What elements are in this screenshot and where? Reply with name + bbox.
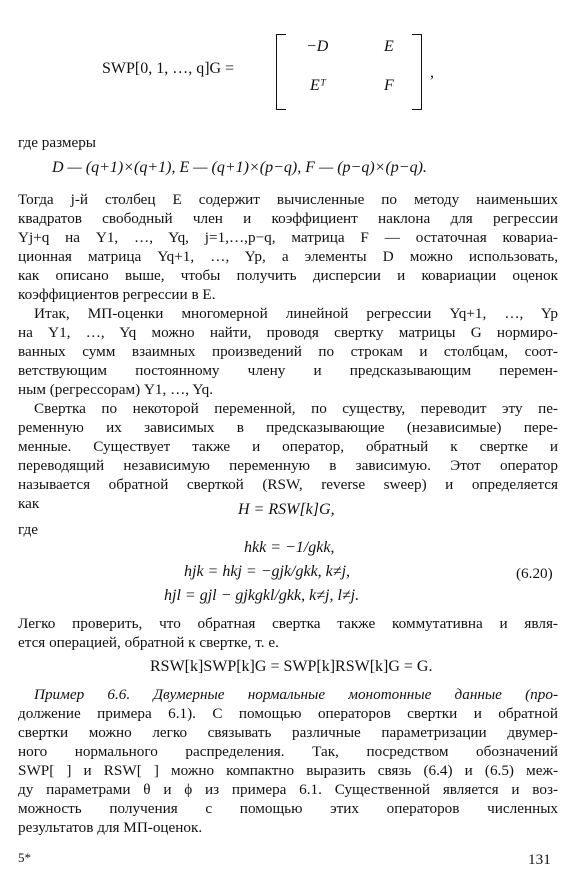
text-line: свертки можно легко связывать различные параметризации двумер-: [18, 724, 558, 741]
matrix-right-bracket: [412, 34, 422, 110]
text-line: результатов для МП-оценок.: [18, 819, 203, 836]
formula-hjk: hjk = hkj = −gjk/gkk, k≠j,: [184, 563, 351, 580]
text-line: ного нормального распределения. Так, посредством обозначений: [18, 743, 558, 760]
matrix-left-bracket: [276, 34, 286, 110]
equation-number: (6.20): [516, 565, 553, 582]
text-line: менные. Существует также и оператор, обратный к свертке и: [18, 438, 558, 455]
matrix-cell-a21: Eᵀ: [310, 77, 326, 94]
text-line: ется операцией, обратной к свертке, т. е.: [18, 634, 279, 651]
text-line: как: [18, 495, 40, 512]
formula-hjl: hjl = gjl − gjkgkl/gkk, k≠j, l≠j.: [164, 587, 360, 604]
text-line: ременную их зависимых в предсказывающие (независимые) пере-: [18, 419, 558, 436]
text-line: где размеры: [18, 134, 97, 151]
text-line: квадратов свободный член и коэффициент наклона для регрессии: [18, 210, 558, 227]
text-line: должение примера 6.1). С помощью операторов свертки и обратной: [18, 705, 558, 722]
text-line: Легко проверить, что обратная свертка также коммутативна и явля-: [18, 615, 558, 632]
text-line: ным (регрессорам) Y1, …, Yq.: [18, 381, 213, 398]
text-line: SWP[ ] и RSW[ ] можно компактно выразить связь (6.4) и (6.5) меж-: [18, 762, 558, 779]
text-line: как описано выше, чтобы получить дисперсии и ковариации оценок: [18, 267, 558, 284]
text-line: переводящий независимую переменную в зависимую. Этот оператор: [18, 457, 558, 474]
text-line: Итак, МП-оценки многомерной линейной регрессии Yq+1, …, Yp: [34, 305, 558, 322]
text-line: ду параметрами θ и ϕ из примера 6.1. Существенной является и воз-: [18, 781, 558, 798]
text-line: ветствующим постоянному члену и предсказывающим перемен-: [18, 362, 558, 379]
text-line: называется обратной сверткой (RSW, reverse sweep) и определяется: [18, 476, 558, 493]
matrix-equation-comma: ,: [430, 64, 434, 81]
matrix-equation-lhs: SWP[0, 1, …, q]G =: [102, 60, 235, 77]
dimensions-formula: D — (q+1)×(q+1), E — (q+1)×(p−q), F — (p−q)×(p−q).: [52, 159, 427, 176]
text-line: на Y1, …, Yq можно найти, проводя свертку матрицы G нормиро-: [18, 324, 558, 341]
commutativity-formula: RSW[k]SWP[k]G = SWP[k]RSW[k]G = G.: [150, 658, 433, 675]
rsw-definition-formula: H = RSW[k]G,: [238, 501, 335, 518]
text-line: Свертка по некоторой переменной, по существу, переводит эту пе-: [34, 400, 558, 417]
text-line: ционная матрица Yq+1, …, Yp, а элементы D можно использовать,: [18, 248, 558, 265]
matrix-cell-a22: F: [384, 77, 394, 94]
matrix-cell-a11: −D: [306, 38, 329, 55]
text-line: коэффициентов регрессии в E.: [18, 286, 216, 303]
text-line: Тогда j-й столбец E содержит вычисленные по методу наименьших: [18, 191, 558, 208]
text-line: где: [18, 521, 38, 538]
text-line: можность получения с помощью этих операторов численных: [18, 800, 558, 817]
matrix-cell-a12: E: [384, 38, 394, 55]
page-number: 131: [528, 851, 551, 868]
text-line: Yj+q на Y1, …, Yq, j=1,…,p−q, матрица F — остаточная ковариа-: [18, 229, 558, 246]
signature-mark: 5*: [18, 850, 31, 865]
formula-hkk: hkk = −1/gkk,: [244, 539, 335, 556]
text-line: ванных сумм взаимных произведений по строкам и столбцам, соот-: [18, 343, 558, 360]
example-heading: Пример 6.6. Двумерные нормальные монотонные данные (про-: [34, 686, 558, 703]
